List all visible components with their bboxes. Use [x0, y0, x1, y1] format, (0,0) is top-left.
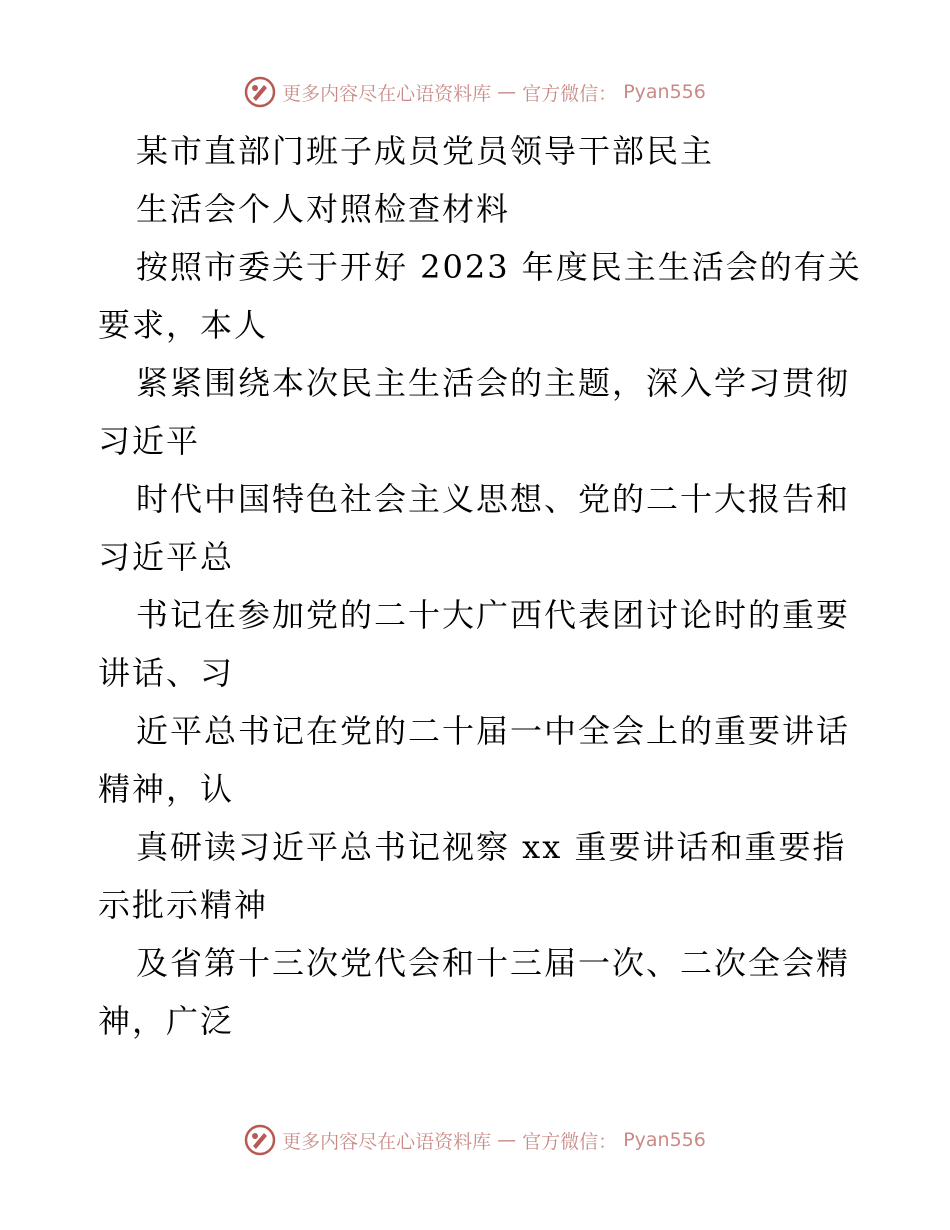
- watermark-text: 更多内容尽在心语资料库: [282, 1130, 492, 1153]
- text-line: 神，广泛: [98, 1002, 235, 1040]
- watermark-suffix: 官方微信：: [522, 1130, 618, 1153]
- text-line: 时代中国特色社会主义思想、党的二十大报告和: [136, 480, 851, 518]
- text-line: 近平总书记在党的二十届一中全会上的重要讲话: [136, 712, 851, 750]
- text-line: 要求，本人: [98, 306, 269, 344]
- text-line: 紧紧围绕本次民主生活会的主题，深入学习贯彻: [136, 364, 851, 402]
- text-line: 真研读习近平总书记视察 xx 重要讲话和重要指: [136, 828, 847, 866]
- document-body: [98, 122, 862, 1050]
- watermark-wechat-id: Pyan556: [623, 81, 706, 103]
- header-watermark: [0, 72, 950, 112]
- text-line: 示批示精神: [98, 886, 269, 924]
- title-line-2: 生活会个人对照检查材料: [136, 190, 511, 228]
- text-line: 及省第十三次党代会和十三届一次、二次全会精: [136, 944, 851, 982]
- footer-watermark: [0, 1120, 950, 1160]
- text-line: 书记在参加党的二十大广西代表团讨论时的重要: [136, 596, 851, 634]
- text-line: 讲话、习: [98, 654, 235, 692]
- watermark-wechat-id: Pyan556: [623, 1129, 706, 1151]
- text-line: 习近平总: [98, 538, 235, 576]
- watermark-suffix: 官方微信：: [522, 82, 618, 105]
- logo-icon: [244, 76, 276, 108]
- watermark-dash: —: [497, 81, 517, 103]
- text-line: 精神，认: [98, 770, 235, 808]
- title-line-1: 某市直部门班子成员党员领导干部民主: [136, 132, 715, 170]
- watermark-dash: —: [497, 1129, 517, 1151]
- watermark-text: 更多内容尽在心语资料库: [282, 82, 492, 105]
- logo-icon: [244, 1124, 276, 1156]
- text-line: 习近平: [98, 422, 201, 460]
- text-line: 按照市委关于开好 2023 年度民主生活会的有关: [136, 248, 862, 286]
